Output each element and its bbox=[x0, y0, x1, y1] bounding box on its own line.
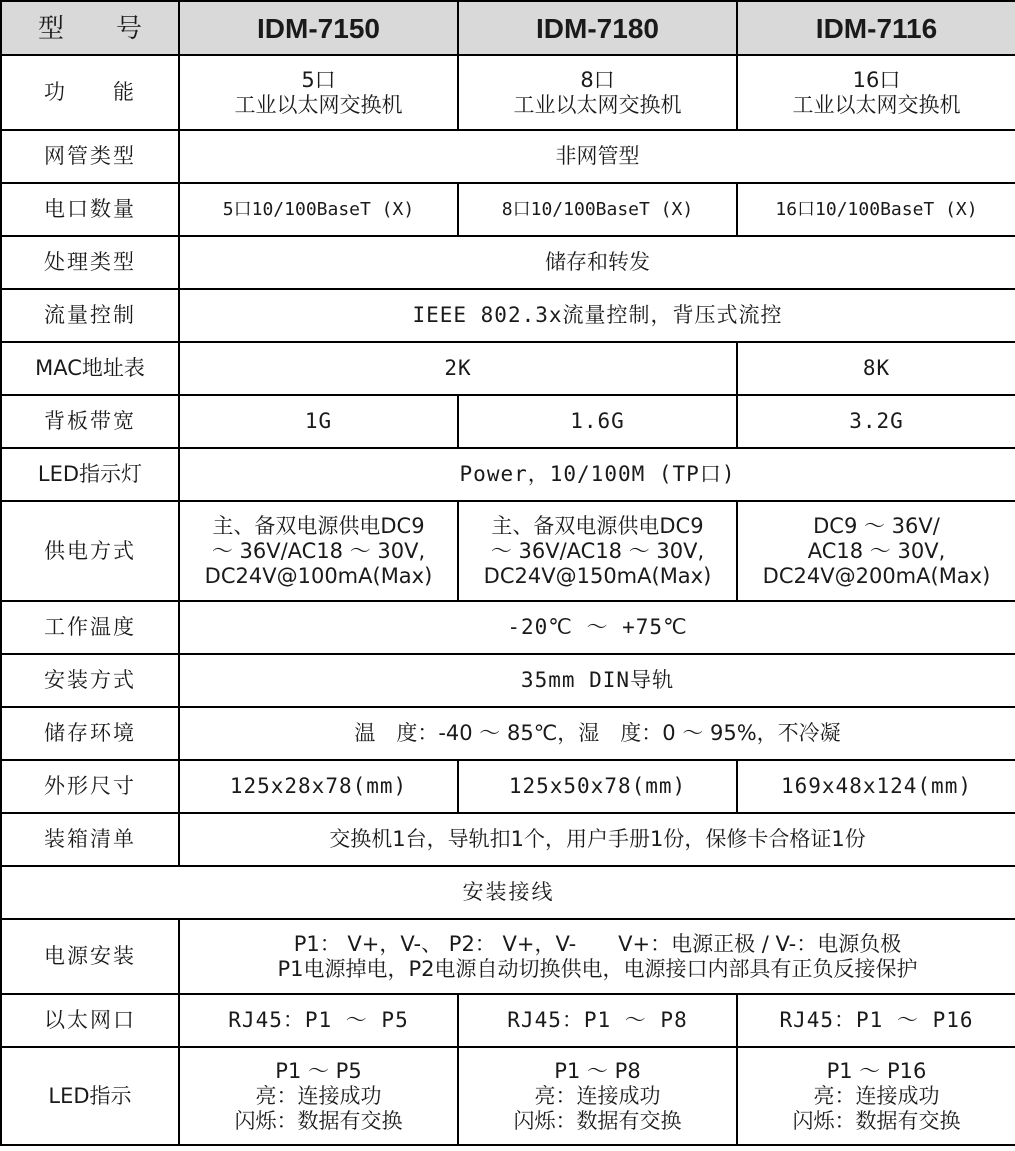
cell-value: 非网管型 bbox=[179, 130, 1015, 183]
row-label: 工作温度 bbox=[1, 601, 179, 654]
model-name: IDM-7116 bbox=[737, 1, 1015, 55]
table-row bbox=[1, 236, 1015, 289]
cell-value: P1 ～ P8 亮：连接成功 闪烁：数据有交换 bbox=[458, 1047, 737, 1145]
section-row bbox=[1, 866, 1015, 919]
cell-value: RJ45：P1 ～ P5 bbox=[179, 994, 458, 1047]
table-row bbox=[1, 342, 1015, 395]
table-row bbox=[1, 994, 1015, 1047]
model-name: IDM-7180 bbox=[458, 1, 737, 55]
cell-value: Power，10/100M (TP口) bbox=[179, 448, 1015, 501]
row-label: 储存环境 bbox=[1, 707, 179, 760]
cell-value: 交换机1台，导轨扣1个，用户手册1份，保修卡合格证1份 bbox=[179, 813, 1015, 866]
cell-value: 3.2G bbox=[737, 395, 1015, 448]
cell-value: 储存和转发 bbox=[179, 236, 1015, 289]
row-label: 以太网口 bbox=[1, 994, 179, 1047]
cell-value: 125x50x78(mm) bbox=[458, 760, 737, 813]
row-label: 电口数量 bbox=[1, 183, 179, 236]
cell-value: 主、备双电源供电DC9 ～ 36V/AC18 ～ 30V, DC24V@150mA(Max) bbox=[458, 501, 737, 601]
cell-value: 5口 工业以太网交换机 bbox=[179, 55, 458, 130]
table-row bbox=[1, 395, 1015, 448]
cell-value: 16口10/100BaseT (X) bbox=[737, 183, 1015, 236]
row-label: 处理类型 bbox=[1, 236, 179, 289]
row-label: 流量控制 bbox=[1, 289, 179, 342]
row-label: 外形尺寸 bbox=[1, 760, 179, 813]
cell-value: 35mm DIN导轨 bbox=[179, 654, 1015, 707]
cell-value: IEEE 802.3x流量控制，背压式流控 bbox=[179, 289, 1015, 342]
row-label: LED指示 bbox=[1, 1047, 179, 1145]
table-row bbox=[1, 289, 1015, 342]
table-row bbox=[1, 707, 1015, 760]
table-row bbox=[1, 1047, 1015, 1145]
cell-value: P1 ～ P16 亮：连接成功 闪烁：数据有交换 bbox=[737, 1047, 1015, 1145]
row-label: 功 能 bbox=[1, 55, 179, 130]
cell-value: 1G bbox=[179, 395, 458, 448]
cell-value: P1： V+，V-、 P2： V+，V- V+：电源正极 / V-：电源负极 P1电源掉电，P2电源自动切换供电，电源接口内部具有正负反接保护 bbox=[179, 919, 1015, 994]
row-label: 背板带宽 bbox=[1, 395, 179, 448]
row-label: LED指示灯 bbox=[1, 448, 179, 501]
row-label: MAC地址表 bbox=[1, 342, 179, 395]
cell-value: RJ45：P1 ～ P8 bbox=[458, 994, 737, 1047]
cell-value: 2K bbox=[179, 342, 737, 395]
cell-value: 5口10/100BaseT (X) bbox=[179, 183, 458, 236]
row-label: 网管类型 bbox=[1, 130, 179, 183]
table-row bbox=[1, 813, 1015, 866]
row-label: 安装方式 bbox=[1, 654, 179, 707]
header-row bbox=[1, 1, 1015, 55]
cell-value: 1.6G bbox=[458, 395, 737, 448]
row-label: 供电方式 bbox=[1, 501, 179, 601]
table-row bbox=[1, 919, 1015, 994]
table-row bbox=[1, 183, 1015, 236]
cell-value: DC9 ～ 36V/ AC18 ～ 30V, DC24V@200mA(Max) bbox=[737, 501, 1015, 601]
cell-value: -20℃ ～ +75℃ bbox=[179, 601, 1015, 654]
cell-value: 169x48x124(mm) bbox=[737, 760, 1015, 813]
table-row bbox=[1, 654, 1015, 707]
model-name: IDM-7150 bbox=[179, 1, 458, 55]
row-label: 装箱清单 bbox=[1, 813, 179, 866]
table-row bbox=[1, 760, 1015, 813]
cell-value: 主、备双电源供电DC9 ～ 36V/AC18 ～ 30V, DC24V@100mA(Max) bbox=[179, 501, 458, 601]
model-label: 型 号 bbox=[1, 1, 179, 55]
cell-value: 8K bbox=[737, 342, 1015, 395]
table-row bbox=[1, 501, 1015, 601]
table-row bbox=[1, 130, 1015, 183]
table-row bbox=[1, 601, 1015, 654]
row-label: 电源安装 bbox=[1, 919, 179, 994]
section-title: 安装接线 bbox=[1, 866, 1015, 919]
cell-value: 16口 工业以太网交换机 bbox=[737, 55, 1015, 130]
cell-value: 温 度：-40 ～ 85℃，湿 度：0 ～ 95%，不冷凝 bbox=[179, 707, 1015, 760]
cell-value: RJ45：P1 ～ P16 bbox=[737, 994, 1015, 1047]
cell-value: 125x28x78(mm) bbox=[179, 760, 458, 813]
table-row bbox=[1, 55, 1015, 130]
cell-value: P1 ～ P5 亮：连接成功 闪烁：数据有交换 bbox=[179, 1047, 458, 1145]
cell-value: 8口 工业以太网交换机 bbox=[458, 55, 737, 130]
cell-value: 8口10/100BaseT (X) bbox=[458, 183, 737, 236]
table-row bbox=[1, 448, 1015, 501]
